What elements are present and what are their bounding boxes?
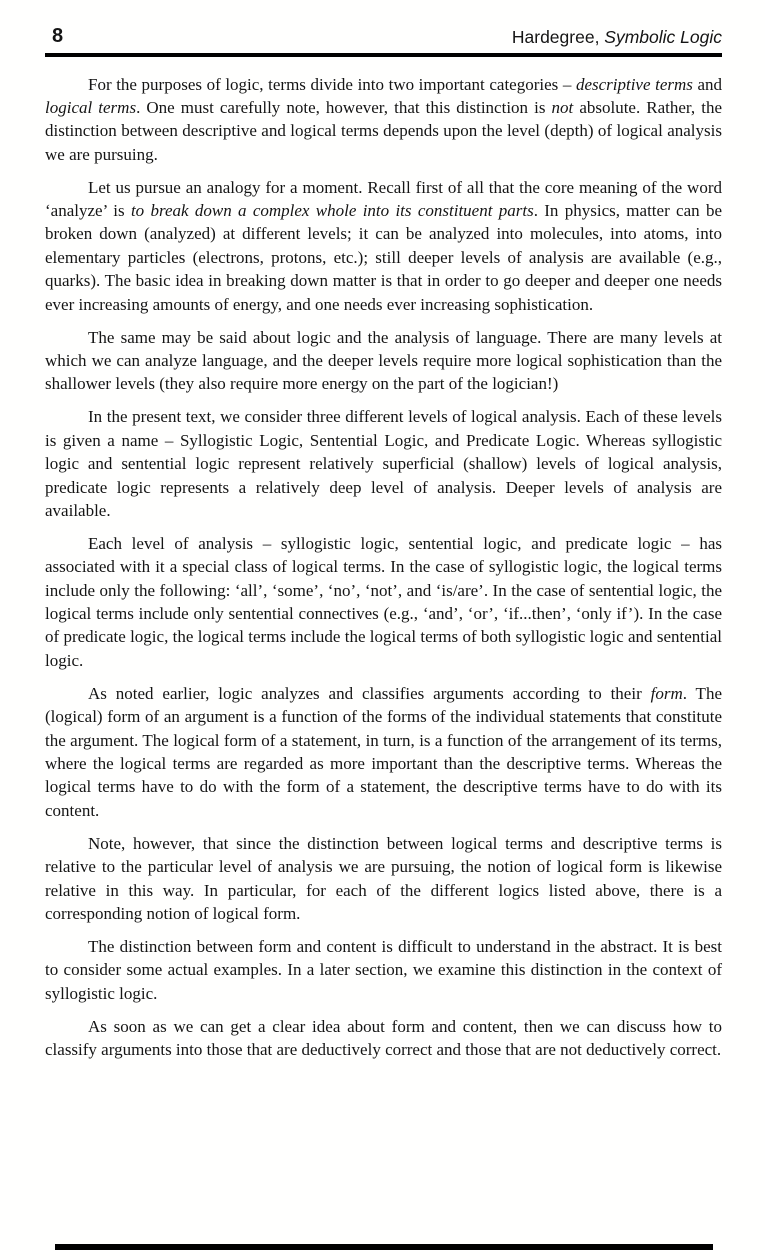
text-run: absolute. Rather, the distinction between descriptive and logical terms depends upon the level (depth) of logical analysis we are pursuing. [45, 97, 722, 164]
page-header [45, 26, 722, 46]
text-run: . In physics, matter can be broken down (analyzed) at different levels; it can be analyzed into molecules, into atoms, into elementary particles (electrons, protons, etc.); still deeper levels of analysis are available (e.g., quarks). The basic idea in breaking down matter is that in order to go deeper and deeper one needs ever increasing amounts of energy, and one needs ever increasing sophistication. [45, 201, 722, 314]
text-run: As noted earlier, logic analyzes and classifies arguments according to their [88, 683, 651, 703]
running-title-author: Hardegree, [511, 26, 605, 47]
paragraph [45, 73, 722, 167]
running-title-book: Symbolic Logic [604, 26, 722, 47]
text-run: The distinction between form and content is difficult to understand in the abstract. It is best to consider some actual examples. In a later section, we examine this distinction in the context of syllogistic logic. [45, 936, 722, 1003]
page-number: 8 [52, 25, 64, 47]
text-run: and [692, 74, 723, 94]
text-run: . One must carefully note, however, that this distinction is [136, 97, 552, 117]
text-run: For the purposes of logic, terms divide into two important categories – [88, 74, 576, 94]
text-run: In the present text, we consider three different levels of logical analysis. Each of these levels is given a name – Syllogistic Logic, Sentential Logic, and Predicate Logic. Whereas syllogistic logic and sentential logic represent relatively superficial (shallow) levels of logical analysis, predicate logic represents a relatively deep level of analysis. Deeper levels of analysis are available. [45, 407, 722, 520]
italic-text-run: not [551, 97, 574, 117]
italic-text-run: logical terms [45, 97, 137, 117]
paragraph [45, 832, 722, 926]
paragraph [45, 1015, 722, 1062]
paragraph [45, 405, 722, 522]
text-run: Each level of analysis – syllogistic logic, sentential logic, and predicate logic – has associated with it a special class of logical terms. In the case of syllogistic logic, the logical terms include only the following: ‘all’, ‘some’, ‘no’, ‘not’, and ‘is/are’. In the case of sentential logic, the logical terms include only sentential connectives (e.g., ‘and’, ‘or’, ‘if...then’, ‘only if’). In the case of predicate logic, the logical terms include the logical terms of both syllogistic logic and sentential logic. [45, 533, 722, 670]
paragraph [45, 935, 722, 1005]
paragraph [45, 176, 722, 316]
paragraph [45, 682, 722, 822]
paragraph [45, 532, 722, 672]
header-rule [45, 53, 722, 57]
text-run: As soon as we can get a clear idea about form and content, then we can discuss how to classify arguments into those that are deductively correct and those that are not deductively correct. [45, 1016, 722, 1059]
running-title [511, 26, 722, 47]
text-run: Let us pursue an analogy for a moment. Recall first of all that the core meaning of the word ‘analyze’ is [45, 177, 722, 221]
italic-text-run: descriptive terms [575, 74, 693, 94]
body-text [45, 63, 722, 1061]
italic-text-run: to break down a complex whole into its constituent parts [130, 201, 534, 221]
text-run: . The (logical) form of an argument is a function of the forms of the individual statements that constitute the argument. The logical form of a statement, in turn, is a function of the arrangement of its terms, where the logical terms are regarded as more important than the descriptive terms. Whereas the logical terms have to do with the form of a statement, the descriptive terms have to do with its content. [45, 683, 722, 820]
italic-text-run: form [650, 683, 683, 703]
text-run: The same may be said about logic and the analysis of language. There are many levels at which we can analyze language, and the deeper levels require more logical sophistication than the shallower levels (they also require more energy on the part of the logician!) [45, 327, 722, 394]
footer-rule [55, 1244, 713, 1250]
paragraph [45, 326, 722, 396]
text-run: Note, however, that since the distinction between logical terms and descriptive terms is relative to the particular level of analysis we are pursuing, the notion of logical form is likewise relative in this way. In particular, for each of the different logics listed above, there is a corresponding notion of logical form. [45, 833, 722, 923]
